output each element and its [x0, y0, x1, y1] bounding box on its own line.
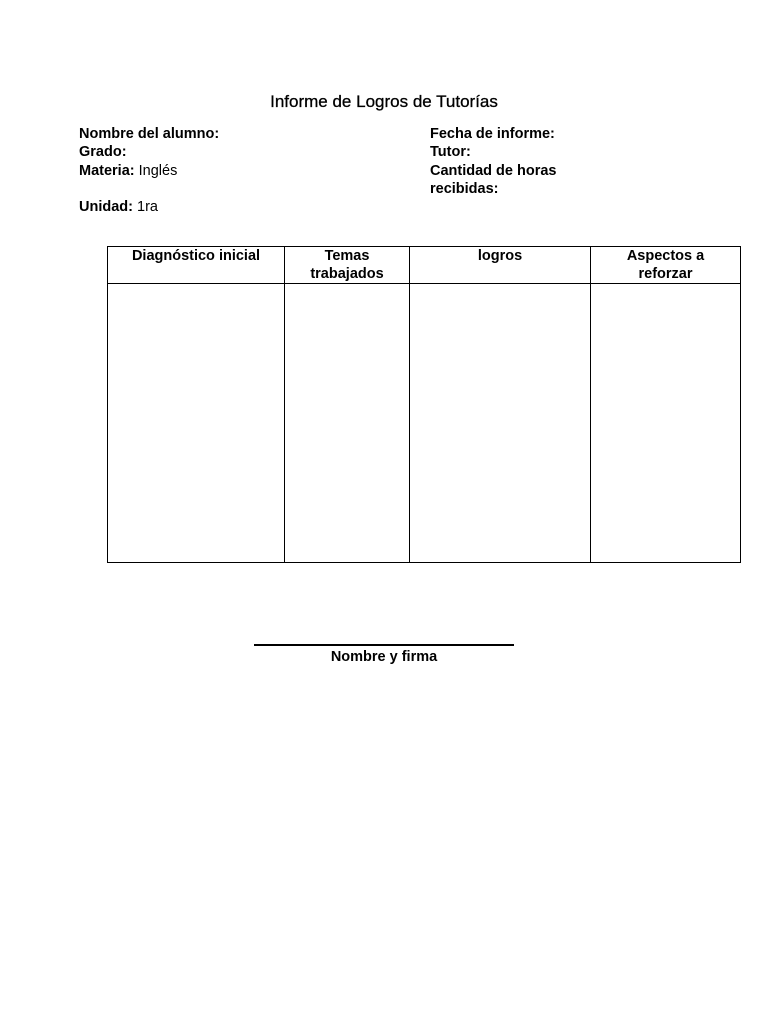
- header-initial-diagnosis: Diagnóstico inicial: [108, 247, 285, 284]
- grade-field: [79, 143, 127, 161]
- student-name-field: [79, 125, 219, 143]
- student-name-label: Nombre del alumno:: [79, 126, 220, 142]
- header-achievements: logros: [410, 247, 591, 284]
- tutoring-table: [107, 246, 741, 563]
- table-row: [108, 284, 741, 563]
- hours-received-field: [430, 162, 580, 198]
- hours-received-label-line1: Cantidad de horas: [430, 163, 557, 179]
- header-topics-worked: Temas trabajados: [285, 247, 410, 284]
- signature-line: [254, 644, 514, 646]
- document-title: Informe de Logros de Tutorías: [270, 92, 498, 111]
- tutor-label: Tutor:: [430, 144, 471, 160]
- cell-topics-worked: [285, 284, 410, 563]
- cell-aspects-to-reinforce: [591, 284, 741, 563]
- subject-value: Inglés: [138, 163, 178, 179]
- unit-value: 1ra: [137, 199, 158, 215]
- subject-label: Materia:: [79, 163, 135, 179]
- grade-label: Grado:: [79, 144, 127, 160]
- unit-label: Unidad:: [79, 199, 133, 215]
- hours-received-label-line2: recibidas:: [430, 181, 499, 197]
- unit-field: [79, 198, 158, 216]
- subject-field: [79, 162, 177, 180]
- table-header-row: [108, 247, 741, 284]
- report-date-label: Fecha de informe:: [430, 126, 555, 142]
- header-aspects-to-reinforce: Aspectos a reforzar: [591, 247, 741, 284]
- cell-achievements: [410, 284, 591, 563]
- tutor-field: [430, 143, 580, 161]
- report-date-field: [430, 125, 580, 143]
- cell-initial-diagnosis: [108, 284, 285, 563]
- signature-label: Nombre y firma: [330, 649, 438, 665]
